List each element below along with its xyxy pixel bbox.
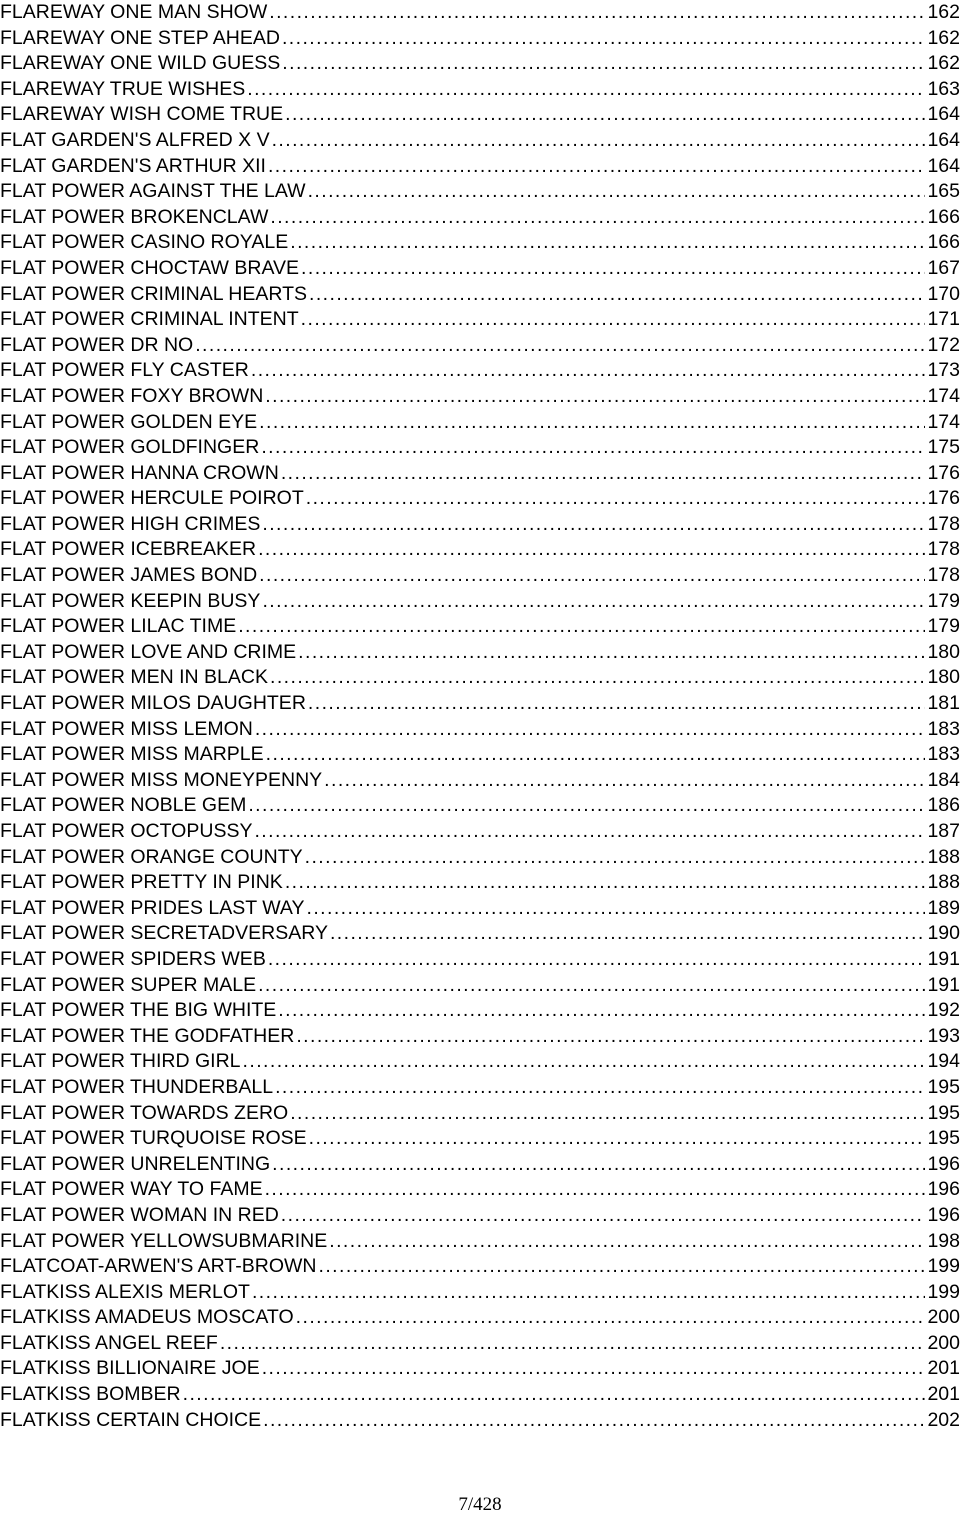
index-entry bbox=[0, 51, 960, 77]
dot-leader bbox=[329, 1229, 925, 1255]
dot-leader bbox=[268, 154, 926, 180]
dot-leader bbox=[281, 461, 926, 487]
dot-leader bbox=[259, 563, 925, 589]
index-entry bbox=[0, 1152, 960, 1178]
dot-leader bbox=[238, 614, 925, 640]
dot-leader bbox=[255, 717, 926, 743]
entry-name: FLATKISS BILLIONAIRE JOE bbox=[0, 1357, 260, 1380]
entry-name: FLAT POWER SPIDERS WEB bbox=[0, 947, 266, 970]
dot-leader bbox=[305, 845, 926, 871]
entry-name: FLAT POWER YELLOWSUBMARINE bbox=[0, 1229, 328, 1252]
entry-name: FLAT POWER WAY TO FAME bbox=[0, 1178, 263, 1201]
page-number: 7/428 bbox=[458, 1494, 502, 1515]
entry-page-number: 184 bbox=[927, 768, 960, 791]
entry-page-number: 163 bbox=[927, 77, 960, 100]
entry-name: FLAT POWER SECRETADVERSARY bbox=[0, 922, 328, 945]
entry-name: FLAT POWER DR NO bbox=[0, 333, 194, 356]
entry-name: FLATKISS BOMBER bbox=[0, 1383, 181, 1406]
index-entry bbox=[0, 1024, 960, 1050]
dot-leader bbox=[269, 0, 925, 26]
entry-name: FLAT POWER FOXY BROWN bbox=[0, 384, 264, 407]
entry-name: FLAT POWER PRIDES LAST WAY bbox=[0, 896, 305, 919]
index-entry bbox=[0, 77, 960, 103]
index-entry bbox=[0, 1049, 960, 1075]
index-entry bbox=[0, 26, 960, 52]
entry-page-number: 192 bbox=[927, 999, 960, 1022]
dot-leader bbox=[296, 1024, 925, 1050]
entry-page-number: 178 bbox=[927, 564, 960, 587]
index-entry bbox=[0, 1280, 960, 1306]
index-entry bbox=[0, 870, 960, 896]
dot-leader bbox=[308, 691, 926, 717]
dot-leader bbox=[306, 896, 925, 922]
dot-leader bbox=[278, 998, 925, 1024]
dot-leader bbox=[262, 1356, 926, 1382]
index-entry bbox=[0, 768, 960, 794]
entry-page-number: 199 bbox=[927, 1255, 960, 1278]
entry-name: FLAT POWER JAMES BOND bbox=[0, 564, 258, 587]
index-entry bbox=[0, 1075, 960, 1101]
entry-page-number: 183 bbox=[927, 743, 960, 766]
entry-page-number: 189 bbox=[927, 896, 960, 919]
entry-page-number: 164 bbox=[927, 103, 960, 126]
entry-page-number: 167 bbox=[927, 256, 960, 279]
entry-page-number: 186 bbox=[927, 794, 960, 817]
entry-name: FLAT POWER ORANGE COUNTY bbox=[0, 845, 303, 868]
entry-page-number: 201 bbox=[927, 1383, 960, 1406]
entry-name: FLAT POWER NOBLE GEM bbox=[0, 794, 247, 817]
dot-leader bbox=[220, 1331, 926, 1357]
entry-page-number: 162 bbox=[927, 26, 960, 49]
entry-name: FLAT POWER HIGH CRIMES bbox=[0, 512, 261, 535]
dot-leader bbox=[270, 205, 925, 231]
entry-page-number: 162 bbox=[927, 1, 960, 23]
index-entry bbox=[0, 1331, 960, 1357]
index-entry bbox=[0, 1126, 960, 1152]
entry-page-number: 180 bbox=[927, 640, 960, 663]
entry-name: FLAT POWER AGAINST THE LAW bbox=[0, 180, 306, 203]
entry-page-number: 188 bbox=[927, 871, 960, 894]
dot-leader bbox=[268, 947, 926, 973]
dot-leader bbox=[308, 179, 926, 205]
entry-name: FLAT POWER KEEPIN BUSY bbox=[0, 589, 261, 612]
entry-page-number: 176 bbox=[927, 487, 960, 510]
entry-name: FLAT POWER LILAC TIME bbox=[0, 615, 237, 638]
dot-leader bbox=[330, 921, 925, 947]
entry-name: FLATKISS ALEXIS MERLOT bbox=[0, 1280, 250, 1303]
entry-name: FLAT POWER SUPER MALE bbox=[0, 973, 257, 996]
entry-name: FLAT POWER ICEBREAKER bbox=[0, 538, 257, 561]
index-entry bbox=[0, 179, 960, 205]
entry-page-number: 195 bbox=[927, 1075, 960, 1098]
dot-leader bbox=[248, 793, 925, 819]
entry-name: FLAT POWER TURQUOISE ROSE bbox=[0, 1127, 307, 1150]
entry-page-number: 196 bbox=[927, 1152, 960, 1175]
index-entry bbox=[0, 410, 960, 436]
entry-name: FLAT POWER THIRD GIRL bbox=[0, 1050, 241, 1073]
index-entry bbox=[0, 461, 960, 487]
index-entry bbox=[0, 307, 960, 333]
entry-page-number: 196 bbox=[927, 1178, 960, 1201]
dot-leader bbox=[254, 819, 925, 845]
index-entry bbox=[0, 0, 960, 26]
entry-page-number: 173 bbox=[927, 359, 960, 382]
entry-name: FLAT GARDEN'S ALFRED X V bbox=[0, 128, 270, 151]
entry-page-number: 165 bbox=[927, 180, 960, 203]
index-entry bbox=[0, 614, 960, 640]
entry-name: FLAT POWER MISS MONEYPENNY bbox=[0, 768, 323, 791]
dot-leader bbox=[251, 358, 926, 384]
dot-leader bbox=[290, 230, 925, 256]
entry-name: FLAT GARDEN'S ARTHUR XII bbox=[0, 154, 266, 177]
index-entry bbox=[0, 845, 960, 871]
index-entry bbox=[0, 435, 960, 461]
entry-name: FLAT POWER UNRELENTING bbox=[0, 1152, 271, 1175]
entry-name: FLATCOAT-ARWEN'S ART-BROWN bbox=[0, 1255, 317, 1278]
index-entry bbox=[0, 896, 960, 922]
dot-leader bbox=[265, 384, 925, 410]
index-entry bbox=[0, 230, 960, 256]
entry-page-number: 179 bbox=[927, 589, 960, 612]
dot-leader bbox=[195, 333, 925, 359]
entry-page-number: 202 bbox=[927, 1408, 960, 1431]
entry-page-number: 188 bbox=[927, 845, 960, 868]
entry-name: FLAT POWER TOWARDS ZERO bbox=[0, 1101, 289, 1124]
entry-name: FLAT POWER THE BIG WHITE bbox=[0, 999, 277, 1022]
dot-leader bbox=[285, 102, 925, 128]
index-entry bbox=[0, 1408, 960, 1434]
entry-name: FLAT POWER LOVE AND CRIME bbox=[0, 640, 297, 663]
index-entry bbox=[0, 282, 960, 308]
entry-name: FLAT POWER WOMAN IN RED bbox=[0, 1203, 279, 1226]
index-entry bbox=[0, 819, 960, 845]
index-entry bbox=[0, 102, 960, 128]
index-entry bbox=[0, 384, 960, 410]
index-entry bbox=[0, 358, 960, 384]
index-entry bbox=[0, 793, 960, 819]
entry-page-number: 166 bbox=[927, 231, 960, 254]
index-entry bbox=[0, 742, 960, 768]
entry-page-number: 195 bbox=[927, 1127, 960, 1150]
dot-leader bbox=[318, 1254, 925, 1280]
index-entry bbox=[0, 205, 960, 231]
entry-page-number: 170 bbox=[927, 282, 960, 305]
entry-page-number: 201 bbox=[927, 1357, 960, 1380]
index-entry bbox=[0, 589, 960, 615]
dot-leader bbox=[290, 1101, 925, 1127]
entry-name: FLAREWAY WISH COME TRUE bbox=[0, 103, 284, 126]
index-entry bbox=[0, 1101, 960, 1127]
entry-name: FLAT POWER HERCULE POIROT bbox=[0, 487, 304, 510]
dot-leader bbox=[262, 589, 925, 615]
entry-page-number: 174 bbox=[927, 384, 960, 407]
index-entry bbox=[0, 128, 960, 154]
index-entry bbox=[0, 333, 960, 359]
entry-name: FLAT POWER BROKENCLAW bbox=[0, 205, 269, 228]
entry-page-number: 172 bbox=[927, 333, 960, 356]
dot-leader bbox=[324, 768, 925, 794]
entry-page-number: 183 bbox=[927, 717, 960, 740]
entry-name: FLAT POWER THE GODFATHER bbox=[0, 1024, 295, 1047]
dot-leader bbox=[265, 1177, 926, 1203]
entry-page-number: 191 bbox=[927, 973, 960, 996]
dot-leader bbox=[258, 973, 925, 999]
index-entry bbox=[0, 717, 960, 743]
entry-page-number: 191 bbox=[927, 947, 960, 970]
dot-leader bbox=[247, 77, 925, 103]
entry-page-number: 190 bbox=[927, 922, 960, 945]
dot-leader bbox=[275, 1075, 925, 1101]
entry-page-number: 178 bbox=[927, 512, 960, 535]
entry-page-number: 196 bbox=[927, 1203, 960, 1226]
entry-name: FLAREWAY ONE WILD GUESS bbox=[0, 52, 281, 75]
index-entry bbox=[0, 1229, 960, 1255]
entry-name: FLAREWAY ONE STEP AHEAD bbox=[0, 26, 280, 49]
dot-leader bbox=[261, 435, 925, 461]
dot-leader bbox=[306, 486, 926, 512]
dot-leader bbox=[266, 742, 926, 768]
entry-name: FLAREWAY TRUE WISHES bbox=[0, 77, 246, 100]
entry-name: FLAT POWER CHOCTAW BRAVE bbox=[0, 256, 300, 279]
dot-leader bbox=[263, 1408, 925, 1434]
entry-name: FLAT POWER MISS MARPLE bbox=[0, 743, 264, 766]
entry-name: FLAT POWER PRETTY IN PINK bbox=[0, 871, 283, 894]
index-entry bbox=[0, 1203, 960, 1229]
entry-page-number: 176 bbox=[927, 461, 960, 484]
entry-page-number: 200 bbox=[927, 1306, 960, 1329]
entry-name: FLAT POWER MISS LEMON bbox=[0, 717, 253, 740]
index-entry bbox=[0, 998, 960, 1024]
entry-name: FLAREWAY ONE MAN SHOW bbox=[0, 1, 268, 23]
dot-leader bbox=[282, 26, 926, 52]
dot-leader bbox=[258, 537, 925, 563]
dot-leader bbox=[298, 640, 925, 666]
dot-leader bbox=[296, 1305, 926, 1331]
index-entry bbox=[0, 1254, 960, 1280]
entry-page-number: 187 bbox=[927, 820, 960, 842]
entry-name: FLAT POWER OCTOPUSSY bbox=[0, 820, 253, 842]
entry-name: FLAT POWER CRIMINAL HEARTS bbox=[0, 282, 307, 305]
index-entry bbox=[0, 947, 960, 973]
index-entry bbox=[0, 1305, 960, 1331]
entry-page-number: 175 bbox=[927, 436, 960, 459]
index-entry bbox=[0, 486, 960, 512]
dot-leader bbox=[301, 256, 925, 282]
entry-page-number: 194 bbox=[927, 1050, 960, 1073]
entry-page-number: 178 bbox=[927, 538, 960, 561]
entry-name: FLAT POWER THUNDERBALL bbox=[0, 1075, 274, 1098]
index-entry bbox=[0, 256, 960, 282]
index-entry bbox=[0, 691, 960, 717]
entry-name: FLAT POWER MILOS DAUGHTER bbox=[0, 692, 306, 715]
index-entry bbox=[0, 512, 960, 538]
index-entry bbox=[0, 640, 960, 666]
entry-name: FLATKISS CERTAIN CHOICE bbox=[0, 1408, 262, 1431]
entry-page-number: 179 bbox=[927, 615, 960, 638]
entry-name: FLATKISS AMADEUS MOSCATO bbox=[0, 1306, 294, 1329]
entry-page-number: 164 bbox=[927, 128, 960, 151]
entry-page-number: 171 bbox=[927, 308, 960, 331]
dot-leader bbox=[285, 870, 926, 896]
dot-leader bbox=[243, 1049, 926, 1075]
dot-leader bbox=[281, 1203, 926, 1229]
entry-page-number: 164 bbox=[927, 154, 960, 177]
entry-page-number: 180 bbox=[927, 666, 960, 689]
entry-name: FLAT POWER MEN IN BLACK bbox=[0, 666, 268, 689]
dot-leader bbox=[309, 282, 925, 308]
dot-leader bbox=[309, 1126, 926, 1152]
entry-page-number: 193 bbox=[927, 1024, 960, 1047]
entry-name: FLAT POWER FLY CASTER bbox=[0, 359, 249, 382]
index-entry bbox=[0, 1177, 960, 1203]
dot-leader bbox=[282, 51, 925, 77]
entry-page-number: 162 bbox=[927, 52, 960, 75]
index-entry bbox=[0, 973, 960, 999]
dot-leader bbox=[272, 128, 926, 154]
entry-name: FLAT POWER HANNA CROWN bbox=[0, 461, 279, 484]
entry-name: FLAT POWER GOLDFINGER bbox=[0, 436, 260, 459]
entry-page-number: 198 bbox=[927, 1229, 960, 1252]
dot-leader bbox=[183, 1382, 926, 1408]
index-entry bbox=[0, 537, 960, 563]
entry-name: FLAT POWER CRIMINAL INTENT bbox=[0, 308, 299, 331]
entry-page-number: 199 bbox=[927, 1280, 960, 1303]
entry-page-number: 195 bbox=[927, 1101, 960, 1124]
dot-leader bbox=[252, 1280, 925, 1306]
index-entry bbox=[0, 563, 960, 589]
index-entry bbox=[0, 921, 960, 947]
dot-leader bbox=[259, 410, 925, 436]
entry-name: FLATKISS ANGEL REEF bbox=[0, 1331, 218, 1354]
dot-leader bbox=[270, 665, 925, 691]
dot-leader bbox=[272, 1152, 925, 1178]
index-entry bbox=[0, 1382, 960, 1408]
entry-page-number: 166 bbox=[927, 205, 960, 228]
entry-page-number: 174 bbox=[927, 410, 960, 433]
index-entry bbox=[0, 1356, 960, 1382]
index-entry bbox=[0, 154, 960, 180]
entry-page-number: 200 bbox=[927, 1331, 960, 1354]
entry-page-number: 181 bbox=[927, 692, 960, 715]
dot-leader bbox=[262, 512, 925, 538]
dot-leader bbox=[301, 307, 926, 333]
entry-name: FLAT POWER CASINO ROYALE bbox=[0, 231, 289, 254]
index-entry bbox=[0, 665, 960, 691]
entry-name: FLAT POWER GOLDEN EYE bbox=[0, 410, 258, 433]
